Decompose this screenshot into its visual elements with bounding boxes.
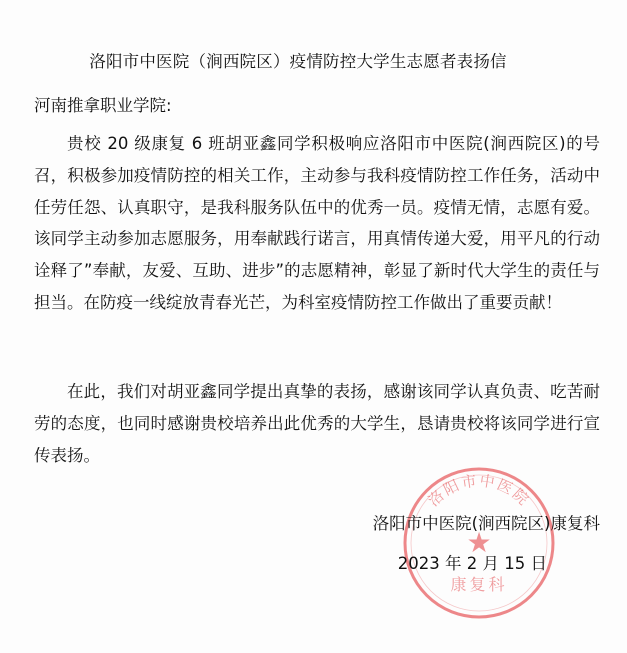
letter-paragraph-1: 贵校 20 级康复 6 班胡亚鑫同学积极响应洛阳市中医院(涧西院区)的号召，积极参加疫情防控的相关工作，主动参与我科疫情防控工作任务，活动中任劳任怨、认真职守，是我科服务队伍中的优秀一员。疫情无情，志愿有爱。该同学主动参加志愿服务，用奉献践行诺言，用真情传递大爱，用平凡的行动诠释了”奉献，友爱、互助、进步”的志愿精神，彰显了新时代大学生的责任与担当。在防疫一线绽放青春光芒，为科室疫情防控工作做出了重要贡献！ xyxy=(34,134,600,312)
svg-text:★: ★ xyxy=(466,526,492,559)
letter-date: 2023 年 2 月 15 日 xyxy=(397,554,547,573)
svg-text:洛阳市中医院: 洛阳市中医院 xyxy=(424,471,534,510)
official-seal-stamp xyxy=(398,462,560,624)
letter-paragraph-2: 在此，我们对胡亚鑫同学提出真挚的表扬，感谢该同学认真负责、吃苦耐劳的态度，也同时感谢贵校培养出此优秀的大学生，恳请贵校将该同学进行宣传表扬。 xyxy=(34,382,600,465)
svg-text:康复科: 康复科 xyxy=(450,575,508,594)
letter-title: 洛阳市中医院（涧西院区）疫情防控大学生志愿者表扬信 xyxy=(89,52,507,71)
letter-salutation: 河南推拿职业学院: xyxy=(34,96,172,115)
letter-signature: 洛阳市中医院(涧西院区)康复科 xyxy=(372,514,600,533)
